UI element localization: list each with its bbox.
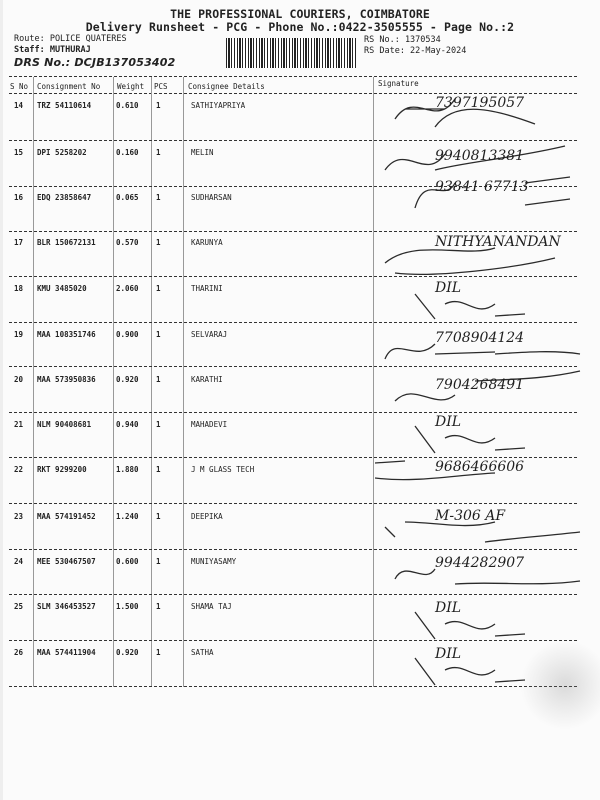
- pieces-count: 1: [156, 330, 161, 339]
- serial-number: 19: [14, 330, 24, 339]
- signature-text: 9686466606: [435, 459, 525, 475]
- consignee-name: KARUNYA: [191, 238, 223, 247]
- consignee-name: SELVARAJ: [191, 330, 228, 339]
- serial-number: 16: [14, 193, 24, 202]
- col-header-consignment: Consignment No: [37, 82, 101, 91]
- rs-number: RS No.: 1370534: [364, 35, 441, 45]
- company-title: THE PROFESSIONAL COURIERS, COIMBATORE: [170, 7, 430, 21]
- consignment-number: KMU 3485020: [37, 284, 87, 293]
- runsheet-subtitle: Delivery Runsheet - PCG - Phone No.:0422-3505555 - Page No.:2: [85, 20, 515, 34]
- weight-value: 1.240: [116, 512, 139, 521]
- consignee-name: THARINI: [191, 284, 223, 293]
- serial-number: 22: [14, 465, 24, 474]
- pieces-count: 1: [156, 648, 161, 657]
- signature-stroke: [385, 344, 580, 359]
- serial-number: 21: [14, 420, 24, 429]
- signature-scribble: [375, 79, 585, 139]
- weight-value: 0.160: [116, 148, 139, 157]
- pieces-count: 1: [156, 512, 161, 521]
- consignee-name: SATHA: [191, 648, 214, 657]
- weight-value: 0.920: [116, 375, 139, 384]
- col-header-weight: Weight: [117, 82, 145, 91]
- pieces-count: 1: [156, 148, 161, 157]
- weight-value: 0.940: [116, 420, 139, 429]
- signature-text: M-306 AF: [435, 508, 506, 524]
- serial-number: 15: [14, 148, 24, 157]
- pieces-count: 1: [156, 602, 161, 611]
- consignment-number: RKT 9299200: [37, 465, 87, 474]
- weight-value: 1.880: [116, 465, 139, 474]
- pieces-count: 1: [156, 284, 161, 293]
- consignee-name: SATHIYAPRIYA: [191, 101, 246, 110]
- pieces-count: 1: [156, 101, 161, 110]
- signature-text: DIL: [435, 280, 462, 296]
- scan-smudge: [520, 640, 600, 730]
- consignment-number: MAA 573950836: [37, 375, 96, 384]
- consignee-name: SHAMA TAJ: [191, 602, 232, 611]
- consignee-name: SUDHARSAN: [191, 193, 232, 202]
- consignment-number: MAA 574411904: [37, 648, 96, 657]
- weight-value: 0.920: [116, 648, 139, 657]
- col-header-consignee: Consignee Details: [188, 82, 265, 91]
- weight-value: 2.060: [116, 284, 139, 293]
- pieces-count: 1: [156, 238, 161, 247]
- drs-label: DRS No.:: [14, 56, 71, 69]
- pieces-count: 1: [156, 557, 161, 566]
- weight-value: 0.610: [116, 101, 139, 110]
- signature-text: DIL: [435, 646, 462, 662]
- row-separator: [9, 686, 577, 687]
- signature-text: 9940813381: [435, 148, 525, 164]
- weight-value: 0.065: [116, 193, 139, 202]
- signature-text: 7397195057: [435, 95, 525, 111]
- consignment-number: MAA 108351746: [37, 330, 96, 339]
- signature-scribble: [375, 163, 585, 223]
- consignment-number: NLM 90408681: [37, 420, 92, 429]
- weight-value: 1.500: [116, 602, 139, 611]
- consignee-name: DEEPIKA: [191, 512, 223, 521]
- signature-text: 93841 67713: [435, 179, 529, 195]
- serial-number: 17: [14, 238, 24, 247]
- consignee-name: MELIN: [191, 148, 214, 157]
- pieces-count: 1: [156, 420, 161, 429]
- serial-number: 14: [14, 101, 24, 110]
- staff-label: Staff: MUTHURAJ: [14, 45, 91, 55]
- signature-text: 7904268491: [435, 377, 525, 393]
- signature-text: 7708904124: [435, 330, 525, 346]
- col-header-signature: Signature: [378, 79, 419, 88]
- pieces-count: 1: [156, 193, 161, 202]
- rs-date: RS Date: 22-May-2024: [364, 46, 467, 56]
- signature-stroke: [415, 658, 525, 685]
- drs-number: [14, 56, 176, 69]
- route-label: Route: POLICE QUATERES: [14, 34, 127, 44]
- signature-text: DIL: [435, 600, 462, 616]
- signature-text: NITHYANANDAN: [435, 234, 561, 250]
- pieces-count: 1: [156, 375, 161, 384]
- consignment-number: TRZ 54110614: [37, 101, 92, 110]
- weight-value: 0.900: [116, 330, 139, 339]
- serial-number: 24: [14, 557, 24, 566]
- consignee-name: MAHADEVI: [191, 420, 228, 429]
- pieces-count: 1: [156, 465, 161, 474]
- weight-value: 0.600: [116, 557, 139, 566]
- consignee-name: J M GLASS TECH: [191, 465, 255, 474]
- serial-number: 18: [14, 284, 24, 293]
- signature-text: 9944282907: [435, 555, 525, 571]
- col-header-pcs: PCS: [154, 82, 168, 91]
- serial-number: 20: [14, 375, 24, 384]
- signature-stroke: [395, 569, 580, 584]
- serial-number: 26: [14, 648, 24, 657]
- consignee-name: KARATHI: [191, 375, 223, 384]
- consignment-number: EDQ 23858647: [37, 193, 92, 202]
- drs-value: DCJB137053402: [74, 56, 176, 69]
- col-header-sno: S No: [10, 82, 29, 91]
- consignment-number: DPI 5258202: [37, 148, 87, 157]
- serial-number: 23: [14, 512, 24, 521]
- consignment-number: BLR 150672131: [37, 238, 96, 247]
- weight-value: 0.570: [116, 238, 139, 247]
- barcode-image: [226, 38, 356, 68]
- consignment-number: MAA 574191452: [37, 512, 96, 521]
- consignee-name: MUNIYASAMY: [191, 557, 237, 566]
- consignment-number: MEE 530467507: [37, 557, 96, 566]
- table-top-rule: [9, 76, 577, 77]
- serial-number: 25: [14, 602, 24, 611]
- consignment-number: SLM 346453527: [37, 602, 96, 611]
- signature-text: DIL: [435, 414, 462, 430]
